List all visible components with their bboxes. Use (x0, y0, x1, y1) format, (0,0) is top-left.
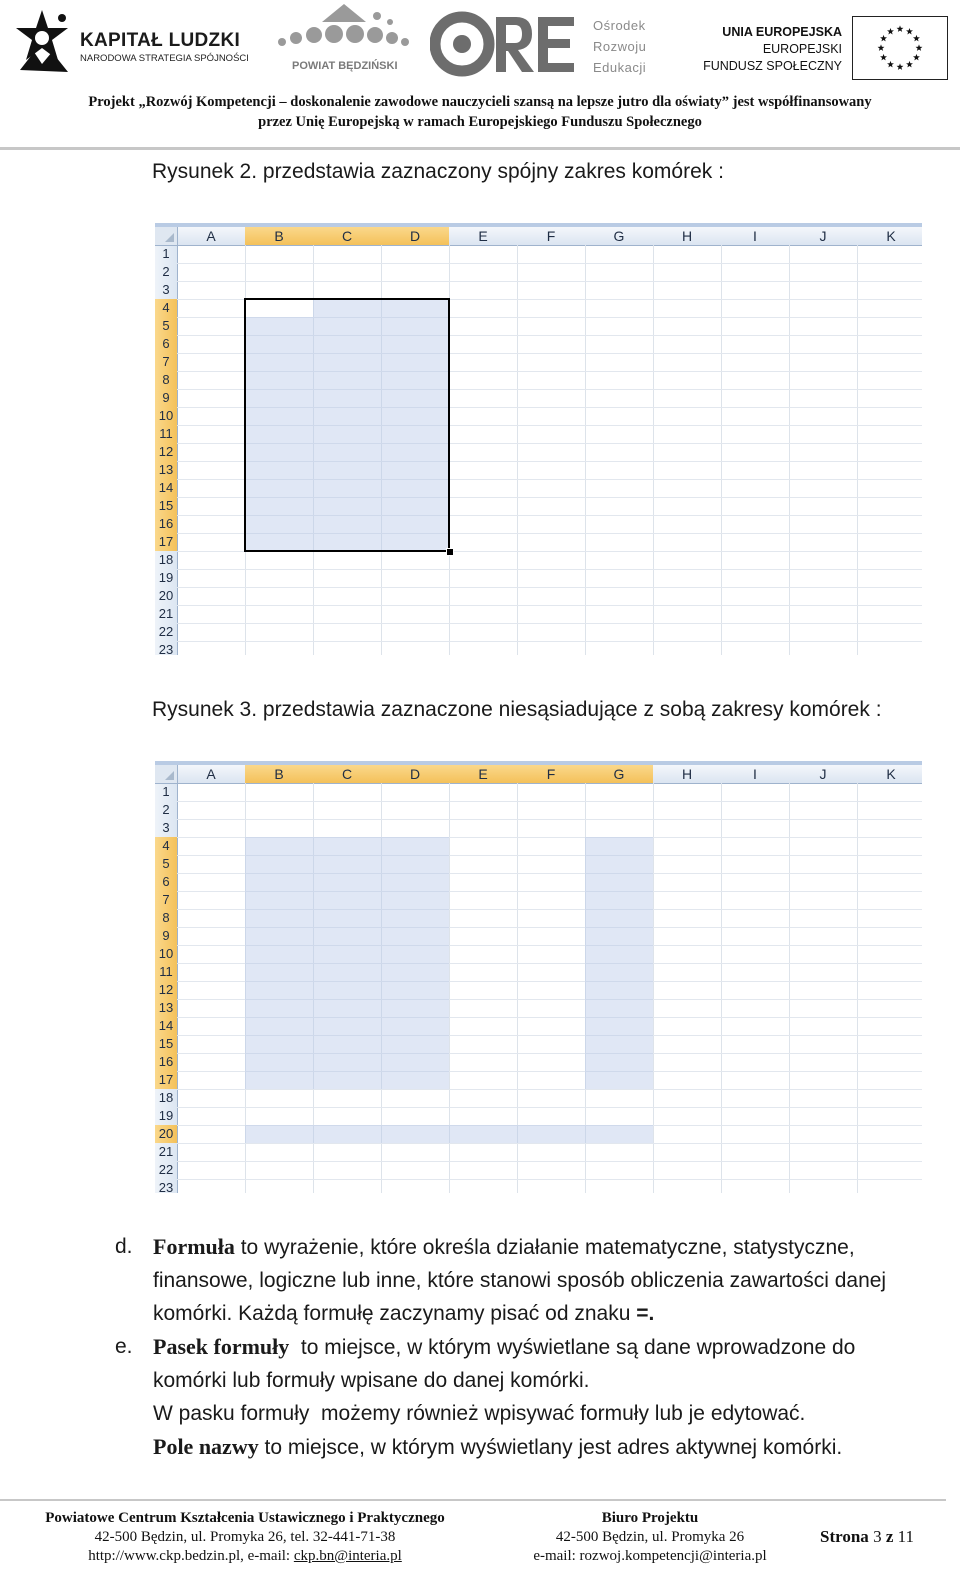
select-all-corner[interactable] (155, 765, 178, 784)
eu-star-icon (887, 61, 894, 68)
gridline-vertical (653, 783, 654, 1193)
ore-logo (430, 10, 670, 80)
row-header-4[interactable]: 4 (155, 299, 177, 317)
definition-d-letter: d. (115, 1235, 133, 1258)
eu-star-icon (878, 44, 885, 51)
powiat-bedzinski-logo (272, 2, 412, 82)
column-header-i[interactable]: I (753, 228, 757, 244)
column-header-k[interactable]: K (886, 766, 896, 782)
gridline-vertical (789, 245, 790, 655)
figure-3-spreadsheet (155, 761, 922, 1193)
footer-mid-address: 42-500 Będzin, ul. Promyka 26 (555, 1529, 745, 1545)
gridline-vertical (857, 783, 858, 1193)
fill-handle[interactable] (446, 548, 454, 556)
row-header-11[interactable]: 11 (155, 963, 177, 981)
gridline-horizontal (177, 1089, 922, 1090)
eu-star-icon (887, 28, 894, 35)
eu-star-icon (897, 63, 904, 70)
column-header-g[interactable]: G (585, 765, 653, 783)
eu-line-1: UNIA EUROPEJSKA (722, 25, 842, 39)
definition-e-line-4 (153, 1430, 952, 1464)
column-header-a[interactable]: A (206, 766, 216, 782)
gridline-horizontal (177, 1179, 922, 1180)
column-header-j[interactable]: J (819, 766, 827, 782)
eu-star-icon (916, 44, 923, 51)
definition-d-equals-sign: =. (636, 1302, 655, 1325)
gridline-horizontal (177, 569, 922, 570)
row-header-14[interactable]: 14 (155, 1017, 177, 1035)
eu-logo (686, 14, 948, 80)
ore-word-3: Edukacji (593, 60, 647, 75)
gridline-vertical (789, 783, 790, 1193)
row-header-14[interactable]: 14 (155, 479, 177, 497)
column-header-e[interactable]: E (449, 765, 517, 783)
row-header-21[interactable]: 21 (158, 1144, 174, 1159)
row-header-10[interactable]: 10 (155, 945, 177, 963)
row-header-19[interactable]: 19 (158, 1108, 174, 1123)
row-header-2[interactable]: 2 (162, 802, 170, 817)
page-current: 3 (873, 1527, 882, 1546)
row-header-15[interactable]: 15 (155, 497, 177, 515)
row-header-13[interactable]: 13 (155, 461, 177, 479)
eu-star-icon (906, 28, 913, 35)
column-header-j[interactable]: J (819, 228, 827, 244)
row-header-3[interactable]: 3 (162, 282, 170, 297)
eu-star-icon (897, 25, 904, 32)
figure-2-spreadsheet (155, 223, 922, 655)
row-header-7[interactable]: 7 (155, 891, 177, 909)
page-number (820, 1527, 914, 1547)
figure-3-caption: Rysunek 3. przedstawia zaznaczone niesąsiadujące z sobą zakresy komórek : (152, 698, 882, 721)
page-word: Strona (820, 1527, 869, 1546)
row-header-5[interactable]: 5 (155, 317, 177, 335)
gridline-horizontal (177, 1143, 922, 1144)
row-header-5[interactable]: 5 (155, 855, 177, 873)
definition-e-term: Pasek formuły (153, 1334, 290, 1359)
gridline-horizontal (177, 819, 922, 820)
row-header-1[interactable]: 1 (162, 784, 170, 799)
column-header-h[interactable]: H (681, 766, 693, 782)
gridline-vertical (585, 245, 586, 655)
definition-e-line-4-text: to miejsce, w którym wyświetlany jest adres aktywnej komórki. (258, 1436, 843, 1459)
kapital-ludzki-star-icon (12, 8, 76, 78)
row-header-1[interactable]: 1 (162, 246, 170, 261)
footer-divider (0, 1499, 946, 1501)
row-header-8[interactable]: 8 (155, 909, 177, 927)
row-header-20[interactable]: 20 (158, 588, 174, 603)
definition-d-term: Formuła (153, 1234, 235, 1259)
kapital-ludzki-subtitle: NARODOWA STRATEGIA SPÓJNOŚCI (80, 53, 249, 64)
definition-d-line-2: finansowe, logiczne lub inne, które stanowi sposób obliczenia zawartości danej (153, 1269, 887, 1292)
powiat-bedzinski-dots-icon (272, 2, 412, 60)
gridline-horizontal (177, 587, 922, 588)
row-header-17[interactable]: 17 (155, 533, 177, 551)
row-header-13[interactable]: 13 (155, 999, 177, 1017)
ore-word-1: Ośrodek (593, 18, 646, 33)
gridline-horizontal (177, 1161, 922, 1162)
column-header-c[interactable]: C (313, 227, 381, 245)
column-header-h[interactable]: H (681, 228, 693, 244)
gridline-horizontal (177, 281, 922, 282)
footer-left-contact (20, 1547, 470, 1566)
gridline-horizontal (177, 605, 922, 606)
row-header-18[interactable]: 18 (158, 1090, 174, 1105)
column-header-d[interactable]: D (381, 765, 449, 783)
footer-left (20, 1509, 470, 1566)
gridline-horizontal (177, 623, 922, 624)
row-header-23[interactable]: 23 (158, 642, 174, 655)
definition-d-line-3-text: komórki. Każdą formułę zaczynamy pisać od znaku (153, 1302, 637, 1325)
row-header-23[interactable]: 23 (158, 1180, 174, 1193)
gridline-vertical (721, 245, 722, 655)
column-header-f[interactable]: F (546, 228, 556, 244)
sheet-grid (155, 765, 922, 1193)
project-note (0, 92, 960, 132)
definition-e-line-1-text: to miejsce, w którym wyświetlane są dane wprowadzone do (289, 1336, 856, 1359)
footer-left-address: 42-500 Będzin, ul. Promyka 26, tel. 32-441-71-38 (94, 1529, 396, 1545)
page-of: z (885, 1527, 894, 1546)
definition-e-line-3: W pasku formuły możemy również wpisywać formuły lub je edytować. (153, 1402, 806, 1425)
select-all-corner[interactable] (155, 227, 178, 246)
eu-flag-icon (852, 16, 948, 80)
row-header-2[interactable]: 2 (162, 264, 170, 279)
kapital-ludzki-text (80, 30, 249, 64)
column-header-a[interactable]: A (206, 228, 216, 244)
row-header-11[interactable]: 11 (155, 425, 177, 443)
footer-mid-email: e-mail: rozwoj.kompetencji@interia.pl (533, 1548, 767, 1564)
footer-mid-org: Biuro Projektu (601, 1510, 699, 1526)
eu-line-3: FUNDUSZ SPOŁECZNY (703, 59, 842, 73)
definition-e-line-1 (153, 1330, 952, 1364)
definition-d-line-1-text: to wyrażenie, które określa działanie matematyczne, statystyczne, (234, 1236, 855, 1259)
eu-star-icon (913, 54, 920, 61)
select-all-triangle-icon (165, 771, 174, 780)
row-header-16[interactable]: 16 (155, 515, 177, 533)
column-header-b[interactable]: B (245, 765, 313, 783)
row-header-4[interactable]: 4 (155, 837, 177, 855)
sheet-grid (155, 227, 922, 655)
ore-words (593, 15, 646, 78)
gridline-horizontal (177, 641, 922, 642)
gridline-horizontal (177, 801, 922, 802)
definition-e (112, 1330, 952, 1464)
eu-text (686, 24, 842, 75)
row-header-19[interactable]: 19 (158, 570, 174, 585)
row-header-22[interactable]: 22 (158, 624, 174, 639)
row-header-17[interactable]: 17 (155, 1071, 177, 1089)
row-header-8[interactable]: 8 (155, 371, 177, 389)
row-header-10[interactable]: 10 (155, 407, 177, 425)
column-header-d[interactable]: D (381, 227, 449, 245)
column-header-i[interactable]: I (753, 766, 757, 782)
definitions-list (112, 1230, 952, 1464)
definition-e-line-2: komórki lub formuły wpisane do danej komórki. (153, 1369, 590, 1392)
row-header-18[interactable]: 18 (158, 552, 174, 567)
row-header-7[interactable]: 7 (155, 353, 177, 371)
column-header-f[interactable]: F (517, 765, 585, 783)
definition-d (112, 1230, 952, 1330)
definition-e-letter: e. (115, 1335, 133, 1358)
row-header-20[interactable]: 20 (155, 1125, 177, 1143)
row-header-22[interactable]: 22 (158, 1162, 174, 1177)
row-header-12[interactable]: 12 (155, 981, 177, 999)
column-header-k[interactable]: K (886, 228, 896, 244)
eu-star-icon (913, 35, 920, 42)
row-header-9[interactable]: 9 (155, 927, 177, 945)
select-all-triangle-icon (165, 233, 174, 242)
row-header-6[interactable]: 6 (155, 335, 177, 353)
row-header-21[interactable]: 21 (158, 606, 174, 621)
powiat-bedzinski-label: POWIAT BĘDZIŃSKI (292, 60, 398, 72)
row-header-3[interactable]: 3 (162, 820, 170, 835)
eu-star-icon (880, 35, 887, 42)
row-header-9[interactable]: 9 (155, 389, 177, 407)
figure-2-caption: Rysunek 2. przedstawia zaznaczony spójny zakres komórek : (152, 160, 724, 183)
definition-name-box-term: Pole nazwy (153, 1434, 259, 1459)
row-header-16[interactable]: 16 (155, 1053, 177, 1071)
definition-d-line-3 (153, 1297, 952, 1330)
eu-star-icon (906, 61, 913, 68)
gridline-horizontal (177, 1107, 922, 1108)
eu-line-2: EUROPEJSKI (762, 42, 842, 56)
header-divider (0, 147, 960, 150)
gridline-vertical (721, 783, 722, 1193)
definition-d-line-1 (153, 1230, 952, 1264)
gridline-vertical (653, 245, 654, 655)
gridline-vertical (857, 245, 858, 655)
row-header-15[interactable]: 15 (155, 1035, 177, 1053)
ore-word-2: Rozwoju (593, 39, 647, 54)
footer-left-email-link[interactable]: ckp.bn@interia.pl (293, 1548, 402, 1564)
ore-letters-icon (430, 10, 580, 80)
selected-range[interactable] (245, 1125, 653, 1143)
gridline-vertical (517, 245, 518, 655)
column-header-e[interactable]: E (478, 228, 488, 244)
page-total: 11 (897, 1527, 914, 1546)
gridline-horizontal (177, 263, 922, 264)
footer-middle (505, 1509, 795, 1566)
footer-left-org: Powiatowe Centrum Kształcenia Ustawicznego i Praktycznego (45, 1510, 445, 1526)
row-header-12[interactable]: 12 (155, 443, 177, 461)
header-logos (0, 0, 960, 90)
kapital-ludzki-title: KAPITAŁ LUDZKI (80, 30, 241, 51)
eu-star-icon (880, 54, 887, 61)
selected-range[interactable] (245, 837, 449, 1089)
column-header-g[interactable]: G (613, 228, 625, 244)
selected-range[interactable] (585, 837, 653, 1089)
selection-border (244, 298, 450, 552)
project-note-line-2: przez Unię Europejską w ramach Europejskiego Funduszu Społecznego (258, 114, 702, 130)
column-header-b[interactable]: B (245, 227, 313, 245)
footer-left-website: http://www.ckp.bedzin.pl, e-mail: (88, 1548, 294, 1564)
kapital-ludzki-logo (12, 8, 262, 80)
project-note-line-1: Projekt „Rozwój Kompetencji – doskonalenie zawodowe nauczycieli szansą na lepsze jutro dla oświaty” jest współfinansowany (88, 94, 872, 110)
column-header-c[interactable]: C (313, 765, 381, 783)
row-header-6[interactable]: 6 (155, 873, 177, 891)
